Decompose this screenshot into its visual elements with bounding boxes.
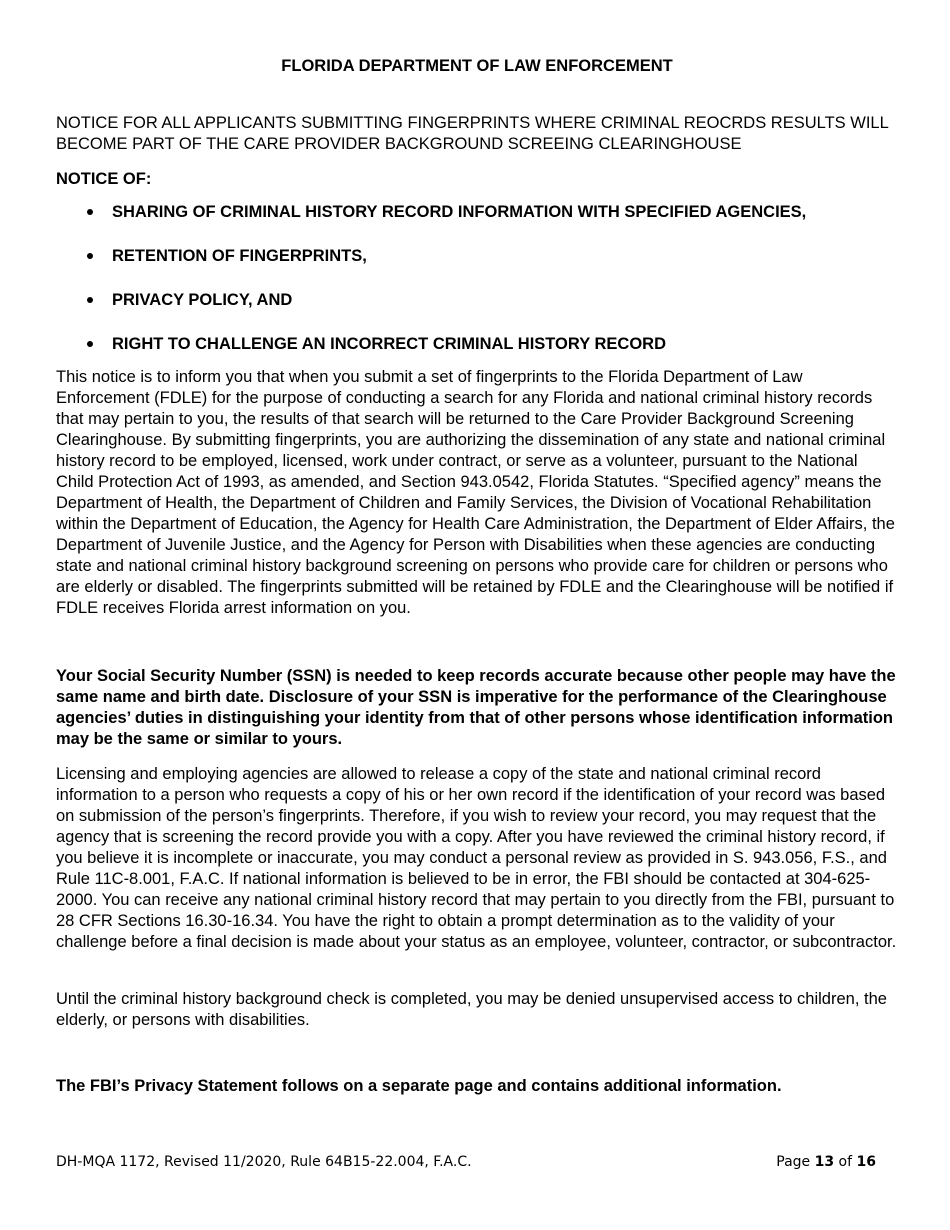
form-identifier: DH-MQA 1172, Revised 11/2020, Rule 64B15-22.004, F.A.C. xyxy=(56,1154,472,1170)
access-denial-paragraph: Until the criminal history background check is completed, you may be denied unsupervised access to children, the elderly, or persons with disabilities. xyxy=(56,990,887,1029)
notice-of-label: NOTICE OF: xyxy=(56,170,152,188)
list-item-text: SHARING OF CRIMINAL HISTORY RECORD INFORMATION WITH SPECIFIED AGENCIES, xyxy=(112,203,807,221)
ssn-notice-paragraph: Your Social Security Number (SSN) is needed to keep records accurate because other people may have the same name and birth date. Disclosure of your SSN is imperative for the performance of the Clearinghouse agencies’ duties in distinguishing your identity from that of other persons whose identification information may be the same or similar to yours. xyxy=(56,667,896,748)
bullet-icon xyxy=(87,253,93,259)
page-title: FLORIDA DEPARTMENT OF LAW ENFORCEMENT xyxy=(281,57,673,75)
page-current: 13 xyxy=(814,1154,835,1170)
record-review-paragraph: Licensing and employing agencies are allowed to release a copy of the state and national criminal record information to a person who requests a copy of his or her own record if the identification of your record was based on submission of the person’s fingerprints. Therefore, if you wish to review your record, you may request that the agency that is screening the record provide you with a copy. After you have reviewed the criminal history record, if you believe it is incomplete or inaccurate, you may conduct a personal review as provided in S. 943.056, F.S., and Rule 11C-8.001, F.A.C. If national information is believed to be in error, the FBI should be contacted at 304-625-2000. You can receive any national criminal history record that may pertain to you directly from the FBI, pursuant to 28 CFR Sections 16.30-16.34. You have the right to obtain a prompt determination as to the validity of your challenge before a final decision is made about your status as an employee, volunteer, contractor, or subcontractor. xyxy=(56,765,897,951)
page-separator: of xyxy=(834,1154,857,1170)
list-item-text: PRIVACY POLICY, AND xyxy=(112,291,293,309)
list-item-text: RIGHT TO CHALLENGE AN INCORRECT CRIMINAL HISTORY RECORD xyxy=(112,335,666,353)
list-item-text: RETENTION OF FINGERPRINTS, xyxy=(112,247,367,265)
fingerprint-notice-paragraph: This notice is to inform you that when you submit a set of fingerprints to the Florida Department of Law Enforcement (FDLE) for the purpose of conducting a search for any Florida and national criminal history records that may pertain to you, the results of that search will be returned to the Care Provider Background Screening Clearinghouse. By submitting fingerprints, you are authorizing the dissemination of any state and national criminal history record to be employed, licensed, work under contract, or serve as a volunteer, pursuant to the National Child Protection Act of 1993, as amended, and Section 943.0542, Florida Statutes. “Specified agency” means the Department of Health, the Department of Children and Family Services, the Division of Vocational Rehabilitation within the Department of Education, the Agency for Health Care Administration, the Department of Elder Affairs, the Department of Juvenile Justice, and the Agency for Person with Disabilities when these agencies are conducting state and national criminal history background screening on persons who provide care for children or persons who are elderly or disabled. The fingerprints submitted will be retained by FDLE and the Clearinghouse will be notified if FDLE receives Florida arrest information on you. xyxy=(56,368,895,617)
bullet-icon xyxy=(87,209,93,215)
notice-list xyxy=(56,202,898,378)
page-number xyxy=(776,1152,876,1172)
list-item xyxy=(56,246,898,290)
list-item xyxy=(56,290,898,334)
fbi-privacy-statement-note: The FBI’s Privacy Statement follows on a separate page and contains additional information. xyxy=(56,1077,782,1095)
list-item xyxy=(56,202,898,246)
page-prefix: Page xyxy=(776,1154,815,1170)
notice-heading: NOTICE FOR ALL APPLICANTS SUBMITTING FINGERPRINTS WHERE CRIMINAL REOCRDS RESULTS WILL BECOME PART OF THE CARE PROVIDER BACKGROUND SCREEING CLEARINGHOUSE xyxy=(56,114,889,153)
bullet-icon xyxy=(87,341,93,347)
page-total: 16 xyxy=(856,1154,876,1170)
bullet-icon xyxy=(87,297,93,303)
